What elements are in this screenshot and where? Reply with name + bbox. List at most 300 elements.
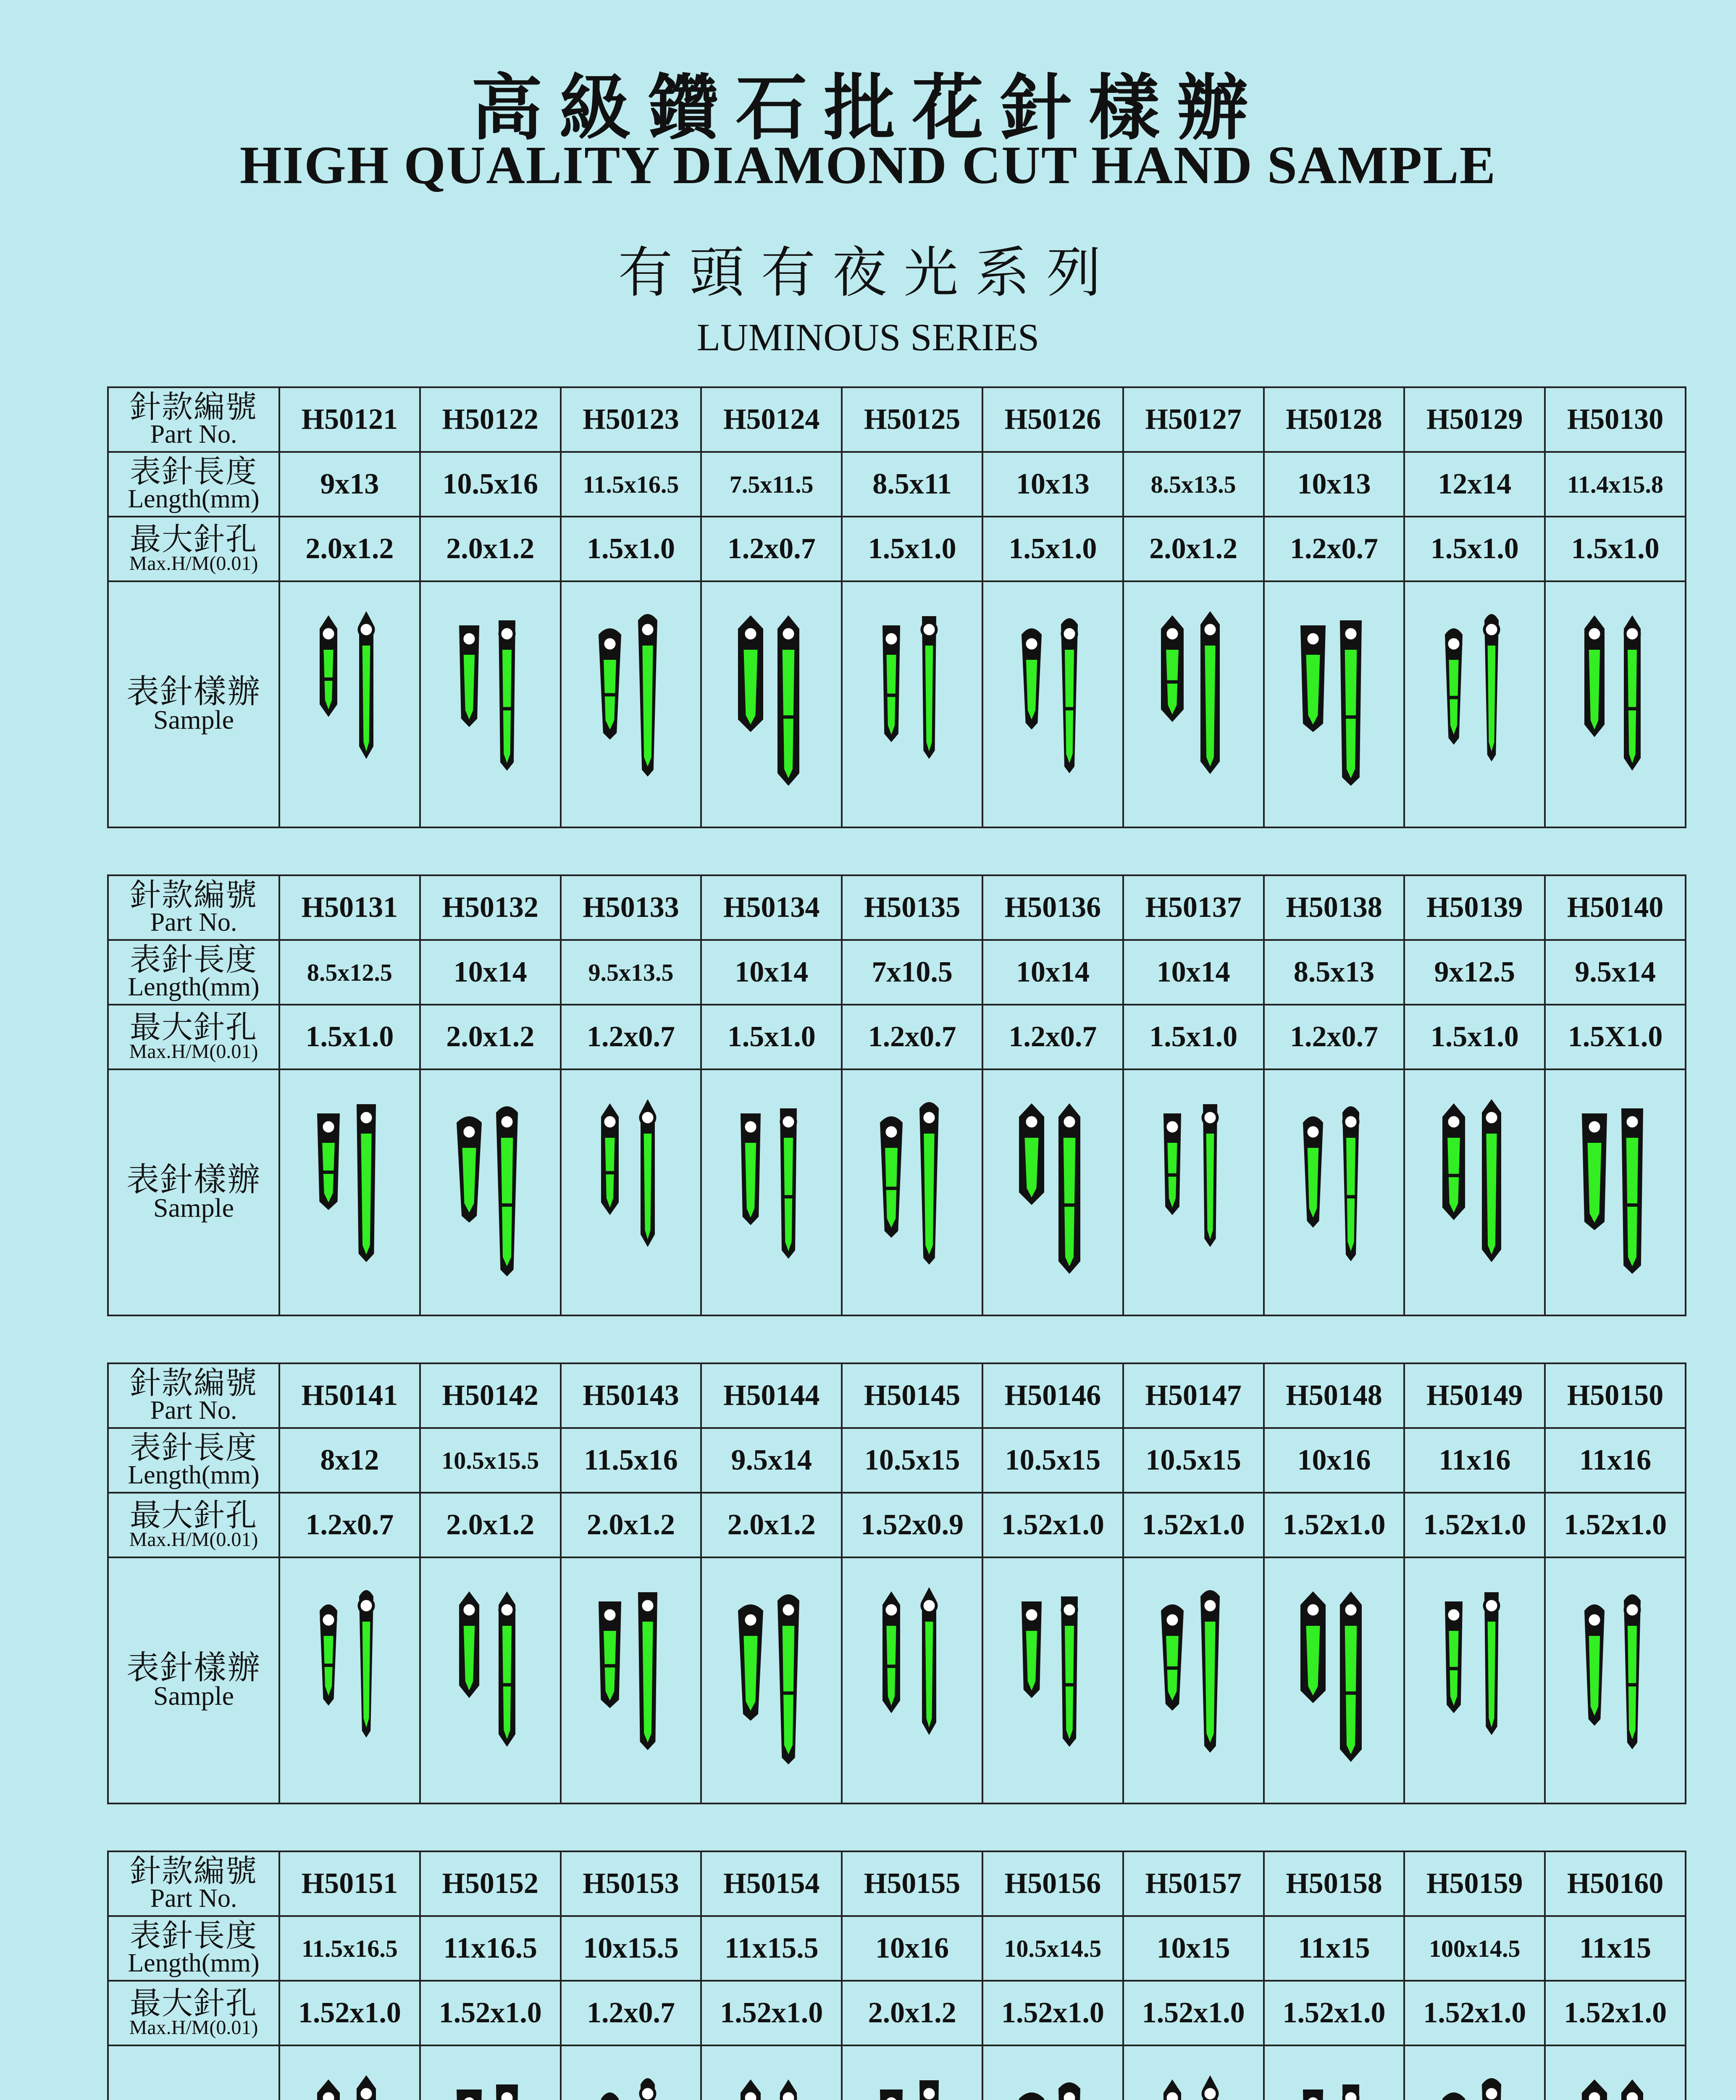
- hour-hand-icon: [457, 1116, 482, 1223]
- part-number-cell: H50155: [842, 1851, 982, 1916]
- minute-hand-icon: [780, 1108, 797, 1259]
- row-label: [108, 1363, 279, 1428]
- watch-hands-illustration: [1552, 1571, 1678, 1790]
- row-label: [108, 1005, 279, 1069]
- minute-hand-icon: [1482, 1099, 1501, 1262]
- hand-sample-table: [107, 1362, 1686, 1804]
- row-label-zh: 表針長度: [130, 1430, 257, 1466]
- minute-hand-icon: [1058, 2082, 1080, 2100]
- watch-hands-illustration: [1552, 595, 1678, 814]
- minute-hand-icon: [496, 1106, 518, 1276]
- minute-hand-icon: [919, 1102, 939, 1265]
- table-row: [108, 1069, 1686, 1315]
- part-number-cell: H50152: [420, 1851, 561, 1916]
- sample-cell: [982, 581, 1123, 827]
- hour-hand-icon: [320, 1604, 337, 1706]
- length-cell: 11x16: [1404, 1428, 1545, 1493]
- sample-cell: [701, 1069, 842, 1315]
- length-cell: 11.5x16: [561, 1428, 701, 1493]
- part-number-cell: H50121: [279, 387, 420, 452]
- minute-hand-icon: [496, 2084, 518, 2100]
- watch-hands-illustration: [1412, 1083, 1538, 1302]
- minute-hand-icon: [357, 1104, 376, 1262]
- max-hole-cell: 1.2x0.7: [561, 1005, 701, 1069]
- watch-hands-illustration: [1271, 2059, 1397, 2100]
- sample-cell: [842, 1069, 982, 1315]
- minute-hand-icon: [359, 611, 373, 759]
- table-row: [108, 387, 1686, 452]
- hour-hand-icon: [1582, 1113, 1607, 1230]
- length-cell: 10.5x15: [982, 1428, 1123, 1493]
- table-row: [108, 2045, 1686, 2100]
- row-label: [108, 581, 279, 827]
- part-number-cell: H50138: [1264, 875, 1405, 940]
- part-number-cell: H50129: [1404, 387, 1545, 452]
- part-number-cell: H50146: [982, 1363, 1123, 1428]
- row-label-zh: 表針樣辦: [126, 1160, 261, 1199]
- length-cell: 9.5x14: [701, 1428, 842, 1493]
- part-number-cell: H50144: [701, 1363, 842, 1428]
- watch-hands-illustration: [709, 1571, 835, 1790]
- sample-cell: [279, 1069, 420, 1315]
- watch-hands-illustration: [427, 1083, 553, 1302]
- watch-hands-illustration: [1552, 1083, 1678, 1302]
- table-row: [108, 452, 1686, 517]
- minute-hand-icon: [499, 1591, 515, 1747]
- part-number-cell: H50123: [561, 387, 701, 452]
- length-cell: 12x14: [1404, 452, 1545, 517]
- watch-hands-illustration: [568, 2059, 694, 2100]
- row-label-zh: 針款編號: [130, 1365, 257, 1402]
- minute-hand-icon: [1484, 614, 1499, 761]
- hour-hand-icon: [880, 2090, 903, 2100]
- part-number-cell: H50159: [1404, 1851, 1545, 1916]
- max-hole-cell: 1.52x1.0: [279, 1981, 420, 2045]
- part-number-cell: H50132: [420, 875, 561, 940]
- row-label-zh: 針款編號: [130, 877, 257, 914]
- table-row: [108, 1493, 1686, 1557]
- sample-cell: [701, 1557, 842, 1803]
- row-label-zh: 針款編號: [130, 1853, 257, 1890]
- watch-hands-illustration: [568, 1571, 694, 1790]
- length-cell: 100x14.5: [1404, 1916, 1545, 1981]
- length-cell: 11.4x15.8: [1545, 452, 1686, 517]
- length-cell: 10x14: [1123, 940, 1264, 1005]
- length-cell: 10x16: [1264, 1428, 1405, 1493]
- max-hole-cell: 1.5x1.0: [1123, 1005, 1264, 1069]
- max-hole-cell: 1.2x0.7: [1264, 517, 1405, 581]
- length-cell: 10x14: [701, 940, 842, 1005]
- sample-cell: [279, 2045, 420, 2100]
- part-number-cell: H50136: [982, 875, 1123, 940]
- minute-hand-icon: [1061, 618, 1078, 773]
- sample-cell: [420, 1069, 561, 1315]
- title-chinese: 高級鑽石批花針樣辦: [471, 67, 1265, 150]
- hour-hand-icon: [1300, 625, 1326, 732]
- length-cell: 11x16.5: [420, 1916, 561, 1981]
- sample-cell: [1545, 1557, 1686, 1803]
- row-label: [108, 2045, 279, 2100]
- row-label-zh: 表針長度: [130, 942, 257, 978]
- minute-hand-icon: [1340, 1591, 1362, 1762]
- hour-hand-icon: [1445, 1601, 1463, 1713]
- length-cell: 10x13: [982, 452, 1123, 517]
- watch-hands-illustration: [286, 2059, 412, 2100]
- watch-hands-illustration: [427, 1571, 553, 1790]
- row-label-en: Max.H/M(0.01): [129, 1528, 258, 1551]
- watch-hands-illustration: [1271, 1571, 1397, 1790]
- row-label-zh: 最大針孔: [130, 1009, 257, 1046]
- max-hole-cell: 1.52x0.9: [842, 1493, 982, 1557]
- max-hole-cell: 1.52x1.0: [1264, 1981, 1405, 2045]
- table-row: [108, 1005, 1686, 1069]
- hand-sample-table: [107, 386, 1686, 828]
- minute-hand-icon: [1200, 611, 1220, 774]
- part-number-cell: H50124: [701, 387, 842, 452]
- part-number-cell: H50133: [561, 875, 701, 940]
- part-number-cell: H50130: [1545, 387, 1686, 452]
- sample-cell: [1404, 1069, 1545, 1315]
- max-hole-cell: 2.0x1.2: [561, 1493, 701, 1557]
- minute-hand-icon: [1624, 615, 1641, 771]
- row-label-en: Part No.: [150, 1884, 237, 1913]
- length-cell: 10.5x15: [842, 1428, 982, 1493]
- length-cell: 8.5x11: [842, 452, 982, 517]
- hour-hand-icon: [1584, 615, 1605, 737]
- hour-hand-icon: [738, 1604, 763, 1721]
- max-hole-cell: 1.5x1.0: [1404, 517, 1545, 581]
- watch-hands-illustration: [1412, 2059, 1538, 2100]
- max-hole-cell: 1.52x1.0: [1123, 1981, 1264, 2045]
- watch-hands-illustration: [1412, 595, 1538, 814]
- hour-hand-icon: [882, 1591, 900, 1713]
- part-number-cell: H50131: [279, 875, 420, 940]
- max-hole-cell: 2.0x1.2: [701, 1493, 842, 1557]
- part-number-cell: H50137: [1123, 875, 1264, 940]
- part-number-cell: H50157: [1123, 1851, 1264, 1916]
- max-hole-cell: 1.52x1.0: [1123, 1493, 1264, 1557]
- hour-hand-icon: [1582, 2079, 1607, 2100]
- length-cell: 8.5x13.5: [1123, 452, 1264, 517]
- hour-hand-icon: [320, 615, 337, 717]
- table-row: [108, 1363, 1686, 1428]
- sample-cell: [982, 2045, 1123, 2100]
- row-label: [108, 1916, 279, 1981]
- watch-hands-illustration: [849, 1571, 975, 1790]
- row-label-en: Sample: [153, 704, 234, 735]
- max-hole-cell: 1.5x1.0: [982, 517, 1123, 581]
- hour-hand-icon: [1442, 1103, 1465, 1220]
- row-label: [108, 387, 279, 452]
- row-label-en: Sample: [153, 1192, 234, 1223]
- watch-hands-illustration: [1130, 595, 1256, 814]
- watch-hands-illustration: [1412, 1571, 1538, 1790]
- max-hole-cell: 1.2x0.7: [701, 517, 842, 581]
- row-label-en: Length(mm): [128, 972, 260, 1001]
- sample-cell: [1264, 1069, 1405, 1315]
- table-row: [108, 517, 1686, 581]
- length-cell: 9x12.5: [1404, 940, 1545, 1005]
- sample-cell: [1264, 1557, 1405, 1803]
- sample-cell: [701, 581, 842, 827]
- length-cell: 10.5x15.5: [420, 1428, 561, 1493]
- max-hole-cell: 1.52x1.0: [1404, 1981, 1545, 2045]
- row-label-en: Sample: [153, 1680, 234, 1711]
- sample-cell: [1264, 581, 1405, 827]
- max-hole-cell: 1.2x0.7: [982, 1005, 1123, 1069]
- minute-hand-icon: [641, 2078, 655, 2100]
- row-label: [108, 517, 279, 581]
- part-number-cell: H50125: [842, 387, 982, 452]
- sample-cell: [420, 1557, 561, 1803]
- hour-hand-icon: [741, 2079, 761, 2100]
- series-title-english: LUMINOUS SERIES: [696, 316, 1040, 359]
- watch-hands-illustration: [286, 1571, 412, 1790]
- sample-cell: [1545, 1069, 1686, 1315]
- length-cell: 11x16: [1545, 1428, 1686, 1493]
- row-label-zh: 表針樣辦: [126, 1648, 261, 1687]
- hour-hand-icon: [1161, 615, 1184, 722]
- minute-hand-icon: [1342, 1106, 1359, 1261]
- watch-hands-illustration: [990, 2059, 1116, 2100]
- part-number-cell: H50122: [420, 387, 561, 452]
- watch-hands-illustration: [709, 1083, 835, 1302]
- hour-hand-icon: [317, 2079, 340, 2100]
- watch-hands-illustration: [1130, 2059, 1256, 2100]
- sample-cell: [701, 2045, 842, 2100]
- max-hole-cell: 1.5x1.0: [1404, 1005, 1545, 1069]
- minute-hand-icon: [1058, 1103, 1080, 1274]
- watch-hands-illustration: [1271, 595, 1397, 814]
- part-number-cell: H50153: [561, 1851, 701, 1916]
- minute-hand-icon: [499, 620, 515, 771]
- max-hole-cell: 1.52x1.0: [1545, 1493, 1686, 1557]
- max-hole-cell: 1.2x0.7: [561, 1981, 701, 2045]
- watch-hands-illustration: [568, 1083, 694, 1302]
- series-title-chinese: 有頭有夜光系列: [618, 241, 1118, 304]
- part-number-cell: H50142: [420, 1363, 561, 1428]
- row-label-en: Max.H/M(0.01): [129, 552, 258, 575]
- hour-hand-icon: [599, 628, 621, 740]
- part-number-cell: H50140: [1545, 875, 1686, 940]
- max-hole-cell: 2.0x1.2: [279, 517, 420, 581]
- row-label-zh: 最大針孔: [130, 1497, 257, 1534]
- minute-hand-icon: [357, 2075, 376, 2100]
- row-label-zh: 最大針孔: [130, 521, 257, 558]
- minute-hand-icon: [638, 614, 657, 777]
- hour-hand-icon: [1445, 628, 1463, 745]
- length-cell: 10x14: [420, 940, 561, 1005]
- row-label-en: Part No.: [150, 1396, 237, 1425]
- length-cell: 11x15: [1264, 1916, 1405, 1981]
- part-number-cell: H50143: [561, 1363, 701, 1428]
- max-hole-cell: 1.5x1.0: [561, 517, 701, 581]
- watch-hands-illustration: [1130, 1083, 1256, 1302]
- row-label-zh: 針款編號: [130, 389, 257, 425]
- sample-cell: [561, 1557, 701, 1803]
- hour-hand-icon: [599, 1601, 621, 1708]
- sample-cell: [1545, 2045, 1686, 2100]
- minute-hand-icon: [1621, 2079, 1643, 2100]
- sample-cell: [1404, 2045, 1545, 2100]
- max-hole-cell: 1.52x1.0: [982, 1981, 1123, 2045]
- minute-hand-icon: [359, 1590, 373, 1738]
- part-number-cell: H50149: [1404, 1363, 1545, 1428]
- sample-cell: [420, 2045, 561, 2100]
- sample-cell: [420, 581, 561, 827]
- max-hole-cell: 1.52x1.0: [1264, 1493, 1405, 1557]
- watch-hands-illustration: [286, 1083, 412, 1302]
- length-cell: 11.5x16.5: [561, 452, 701, 517]
- max-hole-cell: 1.52x1.0: [982, 1493, 1123, 1557]
- length-cell: 10x13: [1264, 452, 1405, 517]
- max-hole-cell: 1.5x1.0: [279, 1005, 420, 1069]
- sample-cell: [1264, 2045, 1405, 2100]
- minute-hand-icon: [1203, 1104, 1217, 1247]
- length-cell: 9x13: [279, 452, 420, 517]
- sample-cell: [842, 1557, 982, 1803]
- sample-cell: [1123, 1069, 1264, 1315]
- minute-hand-icon: [780, 2079, 797, 2100]
- table-row: [108, 940, 1686, 1005]
- table-row: [108, 1851, 1686, 1916]
- sample-cell: [982, 1557, 1123, 1803]
- length-cell: 10.5x15: [1123, 1428, 1264, 1493]
- row-label-zh: 最大針孔: [130, 1985, 257, 2022]
- row-label-en: Length(mm): [128, 1460, 260, 1489]
- part-number-cell: H50158: [1264, 1851, 1405, 1916]
- table-row: [108, 581, 1686, 827]
- sample-cell: [1123, 1557, 1264, 1803]
- part-number-cell: H50147: [1123, 1363, 1264, 1428]
- hour-hand-icon: [1161, 1604, 1184, 1711]
- sample-cell: [1545, 581, 1686, 827]
- part-number-cell: H50141: [279, 1363, 420, 1428]
- length-cell: 9.5x14: [1545, 940, 1686, 1005]
- watch-hands-illustration: [1552, 2059, 1678, 2100]
- part-number-cell: H50128: [1264, 387, 1405, 452]
- max-hole-cell: 1.52x1.0: [1545, 1981, 1686, 2045]
- watch-hands-illustration: [849, 595, 975, 814]
- hour-hand-icon: [457, 2090, 482, 2100]
- minute-hand-icon: [1061, 1596, 1078, 1747]
- part-number-cell: H50127: [1123, 387, 1264, 452]
- row-label: [108, 875, 279, 940]
- row-label-en: Length(mm): [128, 484, 260, 513]
- hour-hand-icon: [882, 625, 900, 742]
- max-hole-cell: 1.2x0.7: [842, 1005, 982, 1069]
- minute-hand-icon: [1484, 1592, 1499, 1735]
- watch-hands-illustration: [427, 595, 553, 814]
- hour-hand-icon: [1163, 1113, 1181, 1215]
- hour-hand-icon: [1163, 2079, 1181, 2100]
- hour-hand-icon: [1022, 1601, 1042, 1698]
- row-label-en: Part No.: [150, 420, 237, 449]
- max-hole-cell: 1.5x1.0: [842, 517, 982, 581]
- hour-hand-icon: [601, 2092, 619, 2100]
- watch-hands-illustration: [849, 1083, 975, 1302]
- max-hole-cell: 1.52x1.0: [1404, 1493, 1545, 1557]
- watch-hands-illustration: [1271, 1083, 1397, 1302]
- table-row: [108, 1557, 1686, 1803]
- watch-hands-illustration: [286, 595, 412, 814]
- length-cell: 10x14: [982, 940, 1123, 1005]
- watch-hands-illustration: [709, 2059, 835, 2100]
- part-number-cell: H50134: [701, 875, 842, 940]
- sample-cell: [842, 2045, 982, 2100]
- hour-hand-icon: [1022, 628, 1042, 730]
- length-cell: 11x15: [1545, 1916, 1686, 1981]
- minute-hand-icon: [1624, 1594, 1641, 1749]
- length-cell: 10x15.5: [561, 1916, 701, 1981]
- minute-hand-icon: [922, 616, 936, 759]
- table-row: [108, 1428, 1686, 1493]
- sample-cell: [1404, 1557, 1545, 1803]
- table-row: [108, 875, 1686, 940]
- row-label-en: Part No.: [150, 908, 237, 937]
- minute-hand-icon: [1621, 1108, 1643, 1274]
- hour-hand-icon: [1303, 1116, 1323, 1228]
- table-row: [108, 1981, 1686, 2045]
- minute-hand-icon: [1482, 2078, 1501, 2100]
- max-hole-cell: 2.0x1.2: [420, 517, 561, 581]
- hour-hand-icon: [1442, 2092, 1465, 2100]
- length-cell: 7x10.5: [842, 940, 982, 1005]
- length-cell: 9.5x13.5: [561, 940, 701, 1005]
- sample-cell: [561, 1069, 701, 1315]
- hour-hand-icon: [1019, 1103, 1044, 1205]
- row-label: [108, 940, 279, 1005]
- max-hole-cell: 2.0x1.2: [1123, 517, 1264, 581]
- minute-hand-icon: [1340, 620, 1362, 786]
- row-label: [108, 1493, 279, 1557]
- row-label-en: Length(mm): [128, 1948, 260, 1977]
- title-english: HIGH QUALITY DIAMOND CUT HAND SAMPLE: [239, 135, 1497, 195]
- row-label: [108, 1069, 279, 1315]
- max-hole-cell: 1.5x1.0: [1545, 517, 1686, 581]
- sample-cell: [982, 1069, 1123, 1315]
- hour-hand-icon: [1019, 2092, 1044, 2100]
- part-number-cell: H50148: [1264, 1363, 1405, 1428]
- row-label-zh: 表針樣辦: [126, 672, 261, 711]
- watch-hands-illustration: [1130, 1571, 1256, 1790]
- table-row: [108, 1916, 1686, 1981]
- minute-hand-icon: [1203, 2075, 1217, 2100]
- sample-cell: [1404, 581, 1545, 827]
- hour-hand-icon: [741, 1113, 761, 1225]
- sample-cell: [561, 581, 701, 827]
- row-label: [108, 1851, 279, 1916]
- max-hole-cell: 1.2x0.7: [279, 1493, 420, 1557]
- hour-hand-icon: [1300, 1591, 1326, 1703]
- watch-hands-illustration: [990, 1083, 1116, 1302]
- part-number-cell: H50126: [982, 387, 1123, 452]
- length-cell: 10x16: [842, 1916, 982, 1981]
- max-hole-cell: 2.0x1.2: [842, 1981, 982, 2045]
- watch-hands-illustration: [849, 2059, 975, 2100]
- hour-hand-icon: [459, 1591, 479, 1698]
- minute-hand-icon: [777, 615, 799, 786]
- length-cell: 8.5x12.5: [279, 940, 420, 1005]
- length-cell: 8.5x13: [1264, 940, 1405, 1005]
- max-hole-cell: 1.52x1.0: [701, 1981, 842, 2045]
- row-label-en: Max.H/M(0.01): [129, 1040, 258, 1063]
- length-cell: 10x15: [1123, 1916, 1264, 1981]
- minute-hand-icon: [922, 1587, 936, 1735]
- sample-cell: [1123, 581, 1264, 827]
- hour-hand-icon: [317, 1113, 340, 1210]
- max-hole-cell: 1.5x1.0: [701, 1005, 842, 1069]
